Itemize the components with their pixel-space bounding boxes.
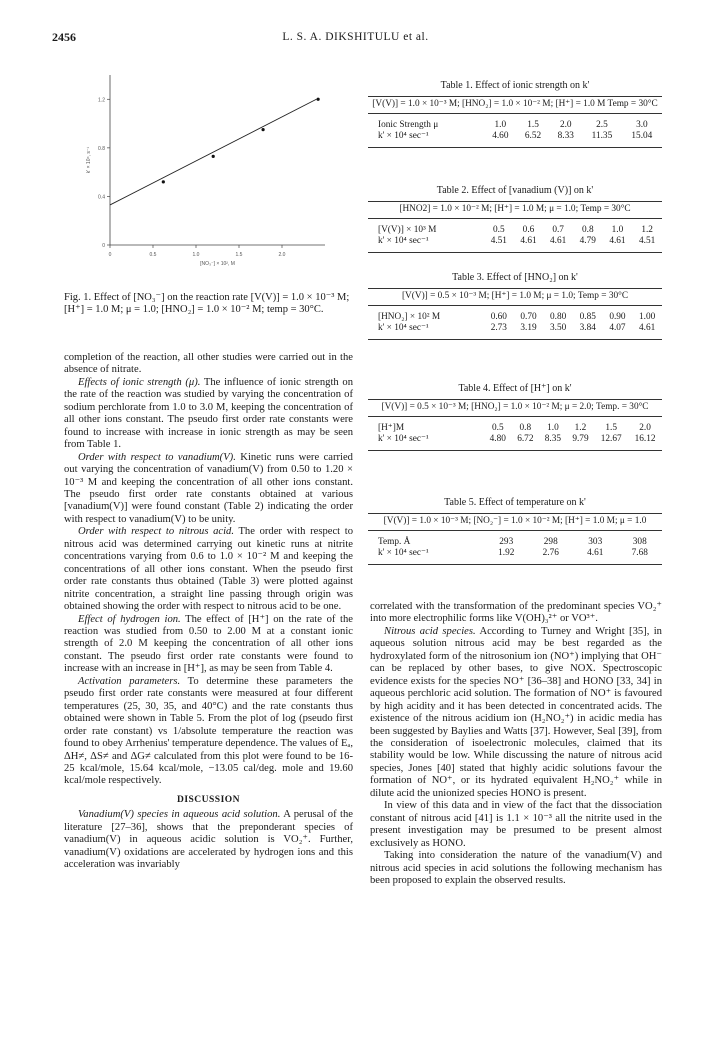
paragraph: [64, 452, 353, 527]
table-cell: 0.90: [609, 312, 626, 322]
table-rule: [368, 113, 662, 114]
table-cell: 4.51: [639, 235, 656, 246]
table-title: Table 5. Effect of temperature on k': [444, 497, 586, 508]
table-cell: 3.84: [579, 322, 596, 333]
table-cell: 3.19: [520, 322, 537, 333]
table-cell: 2.0: [639, 423, 651, 433]
table-cell: 1.2: [641, 225, 653, 235]
x-tick-label: 0.5: [149, 252, 157, 258]
table-cell: 4.61: [639, 322, 656, 333]
table-cell: 1.92: [498, 547, 515, 558]
table-cell: 1.0: [547, 423, 559, 433]
table-cell: 308: [632, 537, 647, 547]
x-tick-label: 1.0: [192, 252, 200, 258]
row-label: k' × 10⁴ sec⁻¹: [378, 235, 429, 246]
row-label: Temp. Å: [378, 537, 411, 547]
table-rule: [368, 339, 662, 340]
table-cell: 4.51: [490, 235, 507, 246]
left-text-column: [64, 352, 353, 872]
table-cell: 0.80: [550, 312, 567, 322]
paragraph: [64, 614, 353, 676]
paragraph-text: According to Turney and Wright [35], in aqueous solution nitrous acid may be best regarded as the hydroxylated form of the nitrosonium ion (NO⁺) implying that OH⁻ can be replaced by other bases, to give NOX. Spectroscopic evidence exists for the species NO⁺ [36–38] and HONO [33, 34] in aqueous perchloric acid solution. The formation of NO⁺ is favoured by high acidity and it has been detected in concentrated acids. The existence of the nitrous acidium ion (H₂NO₂⁺) in acidic media has been suggested by Baylies and Watts [37]. However, Seal [39], from the consideration of isoelectronic molecules, claimed that its stability would be low. While discussing the nature of nitrous acid species, Jones [40] stated that highly acidic solutions favour the formation of NO⁺, or its hydrated equivalent H₂NO₂⁺ while in dilute acid the unionized species HONO is present.: [370, 625, 662, 799]
table-conditions: [V(V)] = 1.0 × 10⁻³ M; [NO₂⁻] = 1.0 × 10⁻² M; [H⁺] = 1.0 M; μ = 1.0: [383, 516, 647, 526]
paragraph-lead: Effects of ionic strength (μ).: [78, 376, 201, 388]
table-1: [368, 80, 662, 148]
data-point: [261, 128, 264, 131]
table-conditions: [V(V)] = 1.0 × 10⁻³ M; [HNO₂] = 1.0 × 10⁻² M; [H⁺] = 1.0 M Temp = 30°C: [372, 99, 658, 109]
table-row: [368, 225, 662, 236]
table-rule: [368, 450, 662, 451]
paragraph-text: In view of this data and in view of the fact that the dissociation constant of nitrous acid [41] is 1.1 × 10⁻³ all the nitrite used in the present investigation may be presumed to be present almost exclusively as HONO.: [370, 800, 662, 849]
row-label: k' × 10⁴ sec⁻¹: [378, 547, 429, 558]
y-tick-label: 0: [102, 243, 105, 249]
table-cell: 2.5: [596, 120, 608, 130]
table-cell: 2.76: [542, 547, 559, 558]
row-label: Ionic Strength μ: [378, 120, 439, 130]
paragraph: [64, 676, 353, 788]
table-cell: 293: [499, 537, 514, 547]
table-cell: 12.67: [600, 433, 622, 444]
fit-line: [110, 99, 316, 205]
paragraph-lead: Activation parameters.: [78, 675, 181, 687]
table-cell: 4.61: [550, 235, 567, 246]
paragraph-text: The influence of ionic strength on the rate of the reaction was studied by varying the concentration of sodium perchlorate from 1.0 to 3.0 M, keeping the concentration of all other ions constant. The pseudo first order rate constants were found to increase with increase in ionic strength as may be seen from Table 1.: [64, 376, 353, 451]
table-3: [368, 272, 662, 340]
table-cell: 4.80: [489, 433, 506, 444]
table-conditions: [V(V)] = 0.5 × 10⁻³ M; [H⁺] = 1.0 M; μ = 1.0; Temp = 30°C: [401, 291, 629, 301]
table-cell: 2.0: [559, 120, 572, 130]
paragraph-lead: Order with respect to nitrous acid.: [78, 526, 234, 538]
table-cell: 4.61: [609, 235, 626, 246]
data-point: [212, 155, 215, 158]
row-label: k' × 10⁴ sec⁻¹: [378, 130, 429, 141]
page-number: 2456: [52, 30, 76, 44]
x-axis-label: [NO₃⁻] × 10², M: [200, 261, 235, 267]
table-cell: 0.8: [581, 225, 594, 235]
paragraph-lead: Order with respect to vanadium(V).: [78, 451, 236, 463]
y-tick-label: 0.8: [98, 145, 105, 152]
figure-1-caption: Fig. 1. Effect of [NO₃⁻] on the reaction rate [V(V)] = 1.0 × 10⁻³ M; [H⁺] = 1.0 M; μ = 1.0; [HNO₂] = 1.0 × 10⁻² M; temp = 30°C.: [64, 292, 350, 315]
table-cell: 0.85: [579, 312, 596, 322]
table-rule: [368, 252, 662, 253]
paragraph-text: The effect of [H⁺] on the rate of the reaction was studied from 0.50 to 2.00 M at a constant ionic strength of 2.0 M keeping the concentration of all other ions constant. The pseudo first order rate constants were found to increase with an increase in [H⁺], as may be seen from Table 4.: [64, 613, 353, 675]
table-cell: 1.5: [605, 423, 617, 433]
row-label: [H⁺]M: [378, 423, 405, 433]
table-row: [368, 548, 662, 559]
y-tick-label: 1.2: [98, 97, 105, 104]
table-body: [368, 312, 662, 333]
paragraph-text: The order with respect to nitrous acid was determined carrying out kinetic runs at nitrite concentrations varying from 0.6 to 1.0 × 10⁻² M and keeping the concentrations of all other ions constant. When the pseudo first order rate constants thus obtained (Table 3) were plotted against nitrite concentration, a straight line passing through origin was obtained showing the order with respect to nitrous acid to be one.: [64, 526, 353, 613]
data-point: [317, 98, 320, 101]
table-cell: 1.00: [639, 312, 656, 322]
paragraph-text: To determine these parameters the pseudo first order rate constants were measured at four different temperatures (25, 30, 35, and 40°C) and the rate constants thus obtained were shown in Table 5. From the plot of log (pseudo first order rate constant) vs 1/absolute temperature the reaction was found to obey Arrhenius' temperature dependence. The values of Eₐ, ΔH≠, ΔS≠ and ΔG≠ calculated from this plot were found to be 16-25 kcal/mole, 15.64 kcal/mole, −13.05 cal/deg. mole and 19.60 kcal/mole respectively.: [64, 675, 354, 787]
table-title: Table 1. Effect of ionic strength on k': [440, 80, 590, 91]
paragraph: [370, 850, 662, 887]
table-cell: 11.35: [591, 130, 613, 141]
table-cell: 0.8: [519, 423, 532, 433]
table-cell: 4.07: [609, 322, 626, 333]
table-4: [368, 383, 662, 451]
paragraph: [64, 809, 353, 871]
table-cell: 4.61: [587, 547, 604, 558]
table-row: [368, 537, 662, 548]
table-rule: [368, 530, 662, 531]
section-heading: DISCUSSION: [176, 794, 241, 805]
table-cell: 4.79: [579, 235, 596, 246]
table-body: [368, 120, 662, 141]
x-tick-label: 2.0: [278, 252, 286, 258]
table-cell: 4.61: [520, 235, 537, 246]
table-body: [368, 537, 662, 558]
table-cell: 303: [588, 537, 603, 547]
table-cell: 15.04: [631, 130, 653, 141]
paragraph-text: correlated with the transformation of the predominant species VO₂⁺ into more electrophilic forms like V(OH)₃²⁺ or VO³⁺.: [370, 601, 662, 625]
table-rule: [368, 305, 662, 306]
paragraph: [370, 626, 662, 800]
table-cell: 7.68: [631, 547, 648, 558]
paragraph: [64, 526, 353, 613]
table-conditions: [HNO2] = 1.0 × 10⁻² M; [H⁺] = 1.0 M; μ = 1.0; Temp = 30°C: [399, 204, 631, 214]
paragraph-lead: Effect of hydrogen ion.: [78, 613, 181, 625]
right-text-column: [370, 601, 662, 887]
paragraph-text: completion of the reaction, all other studies were carried out in the absence of nitrate.: [64, 352, 353, 376]
table-rule: [368, 416, 662, 417]
table-cell: 0.6: [522, 225, 535, 235]
table-cell: 0.60: [490, 312, 507, 322]
x-tick-label: 0: [108, 252, 112, 258]
table-cell: 0.70: [520, 312, 537, 322]
row-label: k' × 10⁴ sec⁻¹: [378, 433, 429, 444]
table-rule: [368, 147, 662, 148]
paragraph: [370, 601, 662, 626]
paragraph-text: Kinetic runs were carried out varying the concentration of vanadium(V) from 0.50 to 1.20 × 10⁻³ M and keeping the concentration of all other ions constant. The pseudo first order rate constants obtained at various [vanadium(V)] were found constant (Table 2) indicating the order with respect to vanadium(V) to be unity.: [64, 451, 353, 525]
row-label: [HNO₂] × 10² M: [378, 312, 441, 322]
table-body: [368, 423, 662, 444]
data-point: [162, 180, 165, 183]
table-cell: 0.5: [493, 225, 505, 235]
table-row: [368, 323, 662, 334]
table-cell: 1.0: [494, 120, 507, 130]
y-tick-label: 0.4: [98, 194, 105, 201]
table-cell: 8.33: [557, 130, 574, 141]
table-row: [368, 434, 662, 445]
table-title: Table 2. Effect of [vanadium (V)] on k': [436, 185, 594, 196]
paragraph-lead: Nitrous acid species.: [384, 625, 476, 637]
paragraph-text: A perusal of the literature [27–36], shows that the preponderant species of vanadium(V) in aqueous acidic solution is VO₂⁺. Further, vanadium(V) oxidations are accelerated by hydrogen ions and this acceleration was invariably: [64, 809, 353, 871]
paragraph: [370, 800, 662, 850]
table-cell: 3.0: [636, 120, 648, 130]
table-rule: [368, 564, 662, 565]
paragraph: [64, 352, 353, 377]
table-row: [368, 131, 662, 142]
table-2: [368, 185, 662, 253]
table-row: [368, 423, 662, 434]
row-label: k' × 10⁴ sec⁻¹: [378, 322, 429, 333]
table-cell: 0.7: [552, 225, 564, 235]
table-cell: 6.52: [524, 130, 542, 141]
table-body: [368, 225, 662, 246]
table-cell: 8.35: [544, 433, 562, 444]
figure-1-plot: [60, 60, 390, 290]
table-cell: 0.5: [491, 423, 504, 433]
table-title: Table 3. Effect of [HNO₂] on k': [452, 272, 578, 283]
table-title: Table 4. Effect of [H⁺] on k': [458, 383, 572, 394]
table-cell: 6.72: [517, 433, 534, 444]
x-tick-label: 1.5: [235, 252, 243, 258]
table-row: [368, 120, 662, 131]
table-row: [368, 312, 662, 323]
paragraph-lead: Vanadium(V) species in aqueous acid solution.: [78, 809, 281, 821]
table-cell: 298: [543, 537, 558, 547]
table-cell: 9.79: [572, 433, 589, 444]
table-cell: 1.0: [611, 225, 624, 235]
paragraph: [64, 377, 353, 452]
table-cell: 16.12: [634, 433, 656, 444]
table-5: [368, 497, 662, 565]
table-cell: 2.73: [490, 322, 507, 333]
table-row: [368, 236, 662, 247]
table-cell: 1.2: [574, 423, 587, 433]
table-cell: 4.60: [492, 130, 509, 141]
table-conditions: [V(V)] = 0.5 × 10⁻³ M; [HNO₂] = 1.0 × 10⁻² M; μ = 2.0; Temp. = 30°C: [381, 402, 649, 412]
table-rule: [368, 218, 662, 219]
table-cell: 3.50: [550, 322, 567, 333]
y-axis-label: k' × 10⁴, s⁻¹: [86, 146, 92, 174]
paragraph-text: Taking into consideration the nature of the vanadium(V) and nitrous acid species in acid solutions the following mechanism has been proposed to explain the observed results.: [370, 850, 662, 886]
table-cell: 1.5: [527, 120, 539, 130]
row-label: [V(V)] × 10³ M: [378, 225, 437, 235]
running-title: L. S. A. DIKSHITULU et al.: [282, 31, 429, 43]
